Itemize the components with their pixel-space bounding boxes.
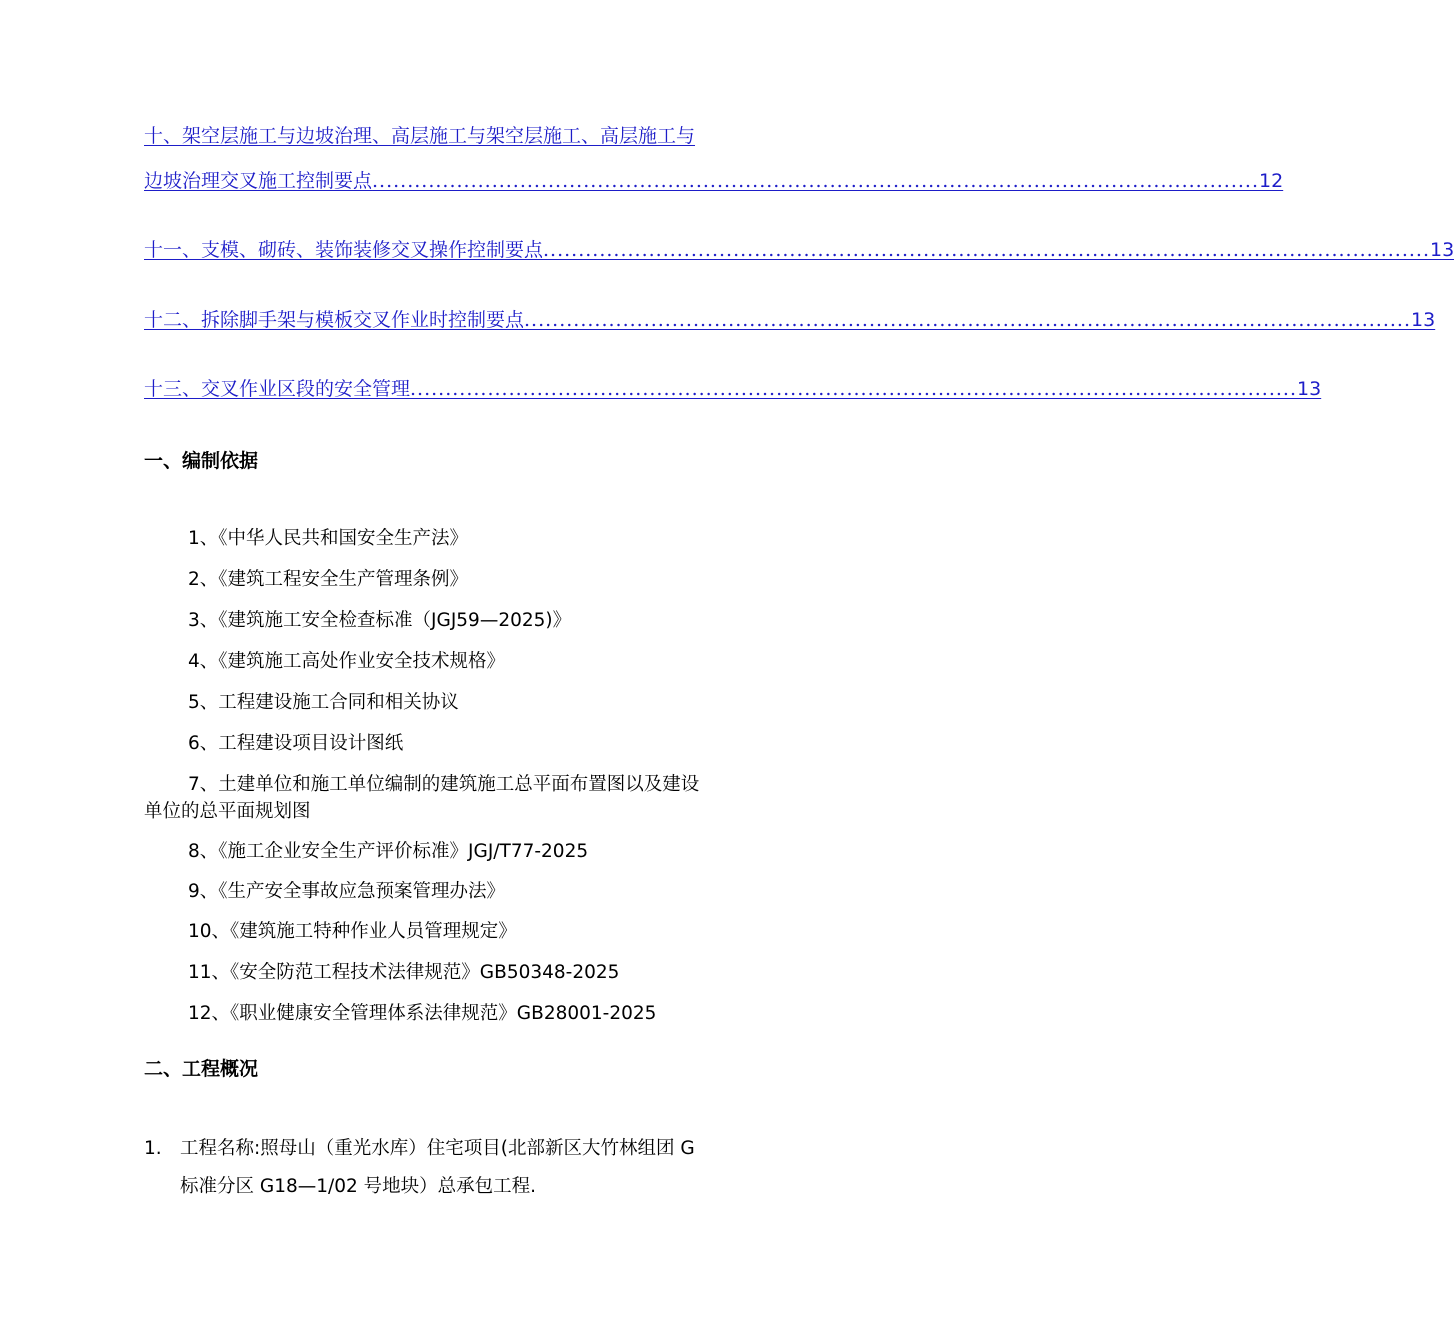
toc-entry-11[interactable] (144, 228, 1454, 273)
list-item: 10、《建筑施工特种作业人员管理规定》 (188, 921, 517, 942)
toc-page-number: 13 (1430, 239, 1454, 261)
toc-leader-dots: .............................................................................................................................. (372, 170, 1259, 192)
list-item: 7、土建单位和施工单位编制的建筑施工总平面布置图以及建设 单位的总平面规划图 (144, 774, 700, 822)
list-item: 3、《建筑施工安全检查标准（JGJ59—2025)》 (188, 610, 572, 631)
toc-entry-title: 十三、交叉作业区段的安全管理 (144, 378, 411, 400)
toc-leader-dots: .............................................................................................................................. (543, 239, 1430, 261)
toc-entry-title: 十一、支模、砌砖、装饰装修交叉操作控制要点 (144, 239, 544, 261)
section-heading-overview: 二、工程概况 (144, 1058, 259, 1080)
project-name-item: 1. 工程名称:照母山（重光水库）住宅项目(北部新区大竹林组团 G 标准分区 G18—1/02 号地块）总承包工程. (144, 1138, 695, 1197)
toc-page-number: 12 (1259, 170, 1284, 192)
section-heading-basis: 一、编制依据 (144, 450, 259, 472)
toc-entry-10[interactable] (144, 114, 1284, 204)
toc-leader-dots: .............................................................................................................................. (410, 378, 1297, 400)
toc-leader-dots: .............................................................................................................................. (524, 309, 1411, 331)
toc-entry-title: 十二、拆除脚手架与模板交叉作业时控制要点 (144, 309, 525, 331)
list-item: 4、《建筑施工高处作业安全技术规格》 (188, 651, 506, 672)
toc-entry-title: 十、架空层施工与边坡治理、高层施工与架空层施工、高层施工与 (144, 125, 696, 147)
list-item: 2、《建筑工程安全生产管理条例》 (188, 569, 469, 590)
list-item: 8、《施工企业安全生产评价标准》JGJ/T77-2025 (188, 841, 589, 862)
list-item: 9、《生产安全事故应急预案管理办法》 (188, 881, 506, 902)
toc-page-number: 13 (1297, 378, 1322, 400)
toc-entry-12[interactable] (144, 298, 1436, 343)
list-item: 5、工程建设施工合同和相关协议 (188, 692, 459, 713)
toc-entry-title-cont: 边坡治理交叉施工控制要点 (144, 170, 373, 192)
list-item: 1、《中华人民共和国安全生产法》 (188, 528, 469, 549)
list-item: 11、《安全防范工程技术法律规范》GB50348-2025 (188, 962, 620, 983)
list-item: 6、工程建设项目设计图纸 (188, 733, 404, 754)
list-item: 12、《职业健康安全管理体系法律规范》GB28001-2025 (188, 1003, 657, 1024)
toc-entry-13[interactable] (144, 367, 1322, 412)
toc-page-number: 13 (1411, 309, 1436, 331)
